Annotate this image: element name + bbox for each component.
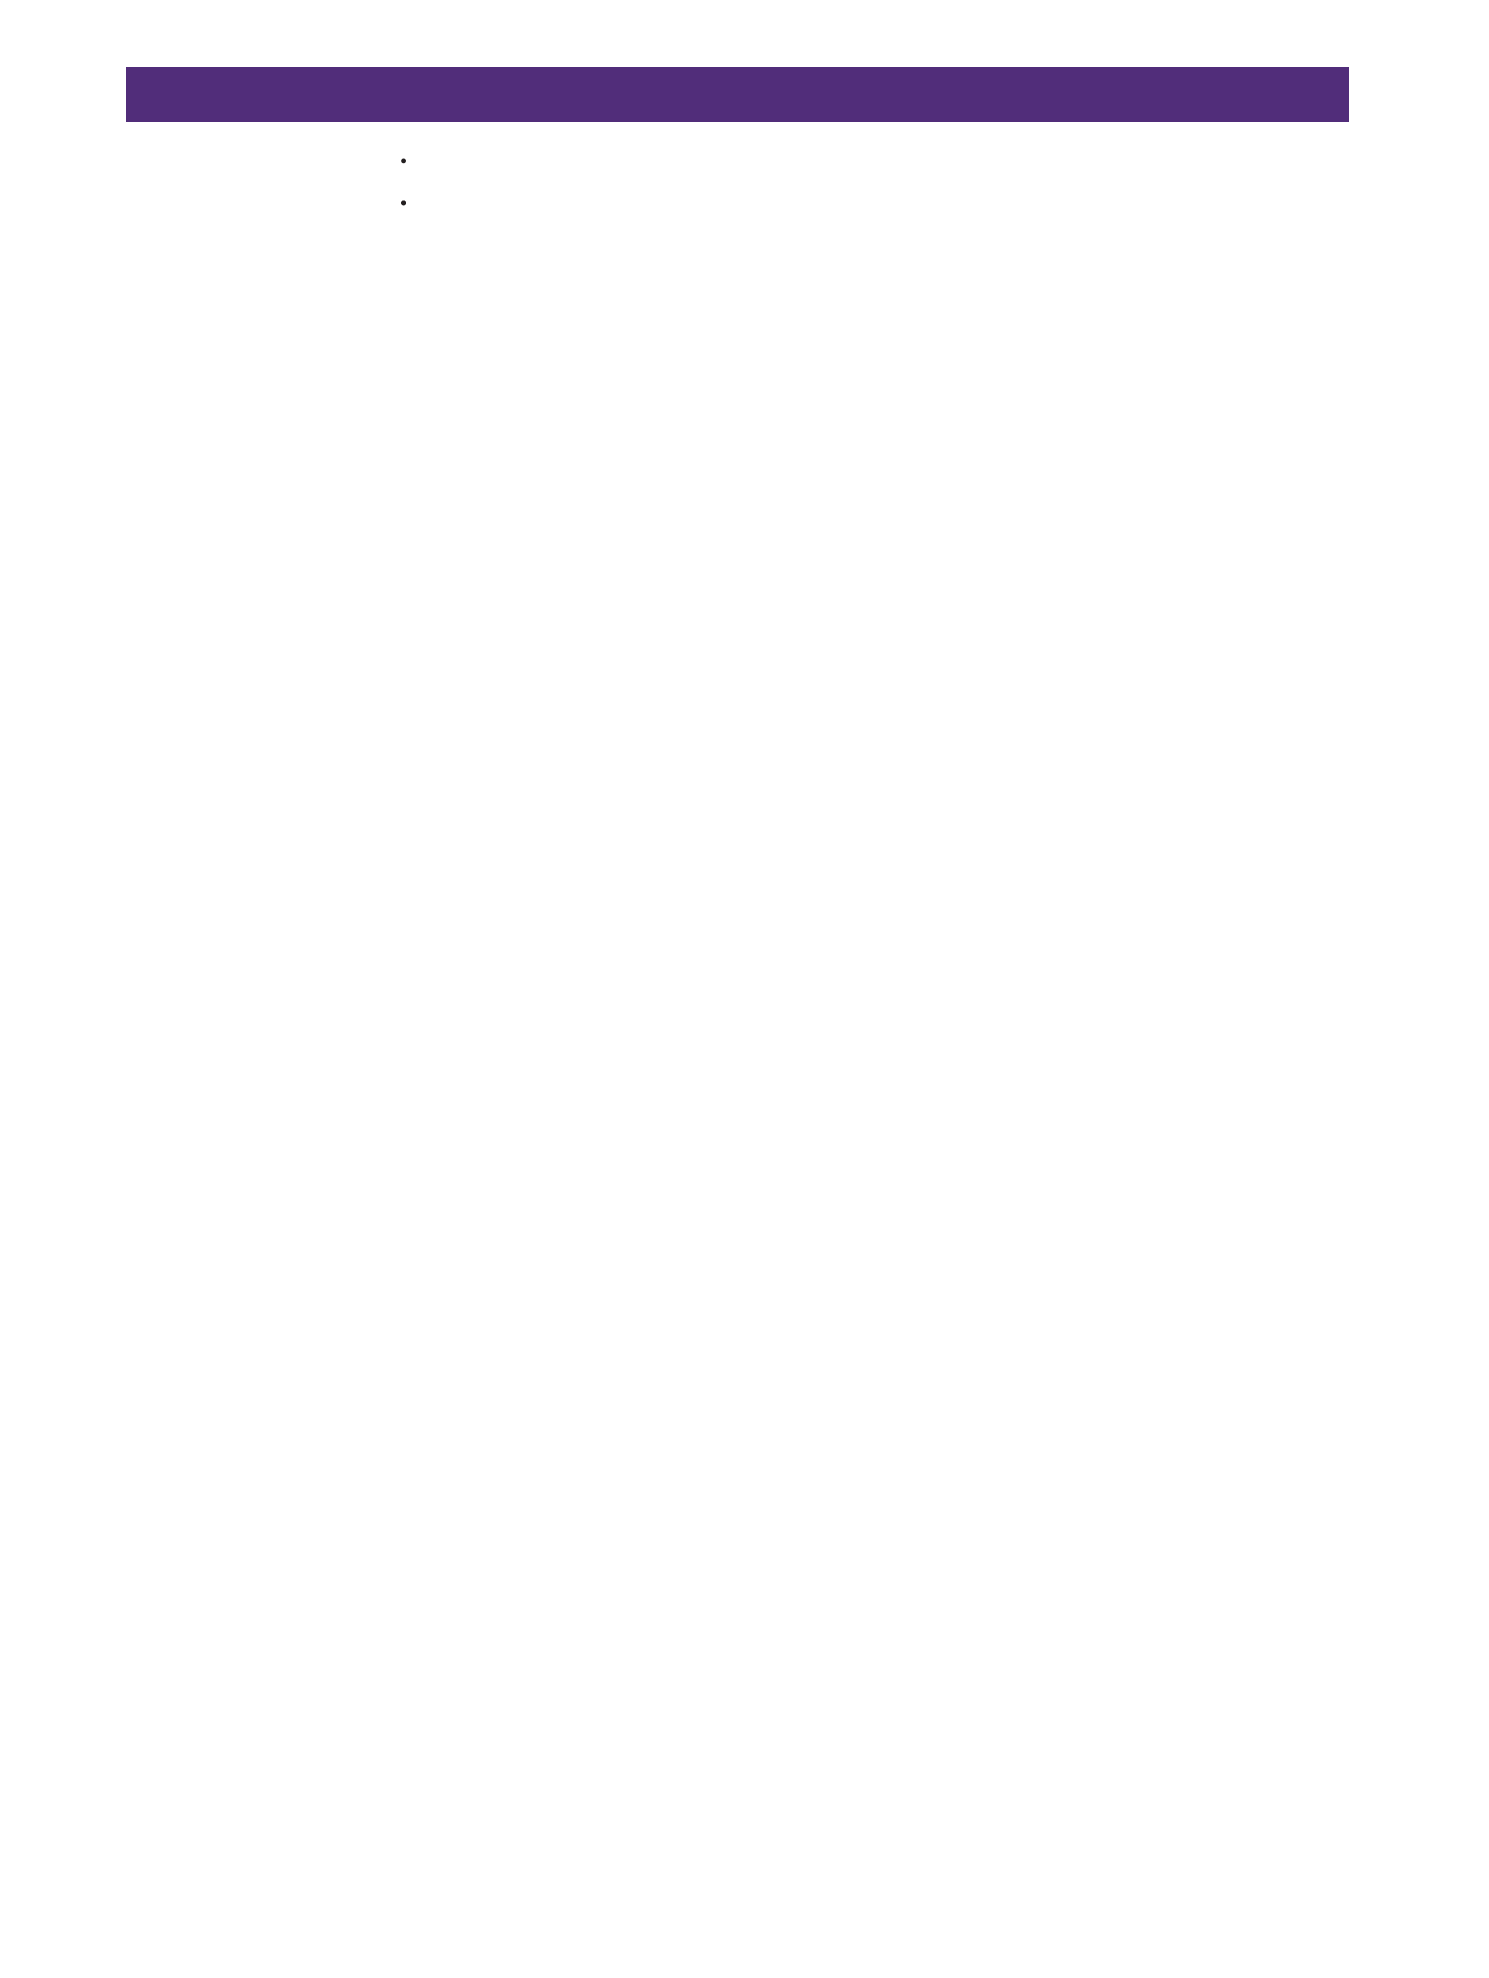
page-header xyxy=(126,67,1349,122)
page-content xyxy=(400,148,1350,190)
page-footer xyxy=(126,1820,1349,1844)
